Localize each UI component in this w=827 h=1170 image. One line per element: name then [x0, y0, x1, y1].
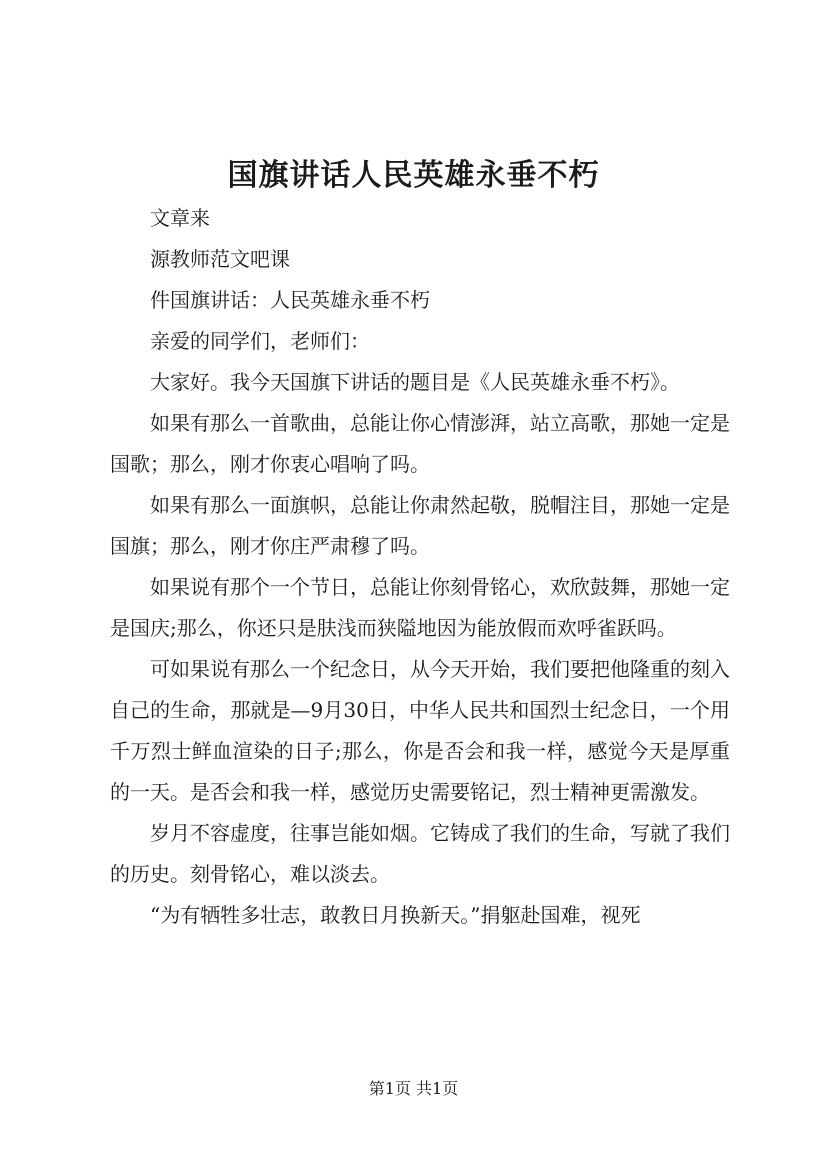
- paragraph: 如果有那么一面旗帜，总能让你肃然起敬，脱帽注目，那她一定是国旗；那么，刚才你庄严肃穆了吗。: [110, 493, 730, 558]
- paragraph: “为有牺牲多壮志，敢教日月换新天。”捐躯赴国难，视死: [150, 903, 641, 927]
- paragraph: 大家好。我今天国旗下讲话的题目是《人民英雄永垂不朽》。: [150, 370, 680, 394]
- paragraph: 源教师范文吧课: [150, 247, 290, 271]
- document-body: [110, 198, 730, 936]
- paragraph: 亲爱的同学们，老师们：: [150, 329, 370, 353]
- document-title: 国旗讲话人民英雄永垂不朽: [227, 158, 600, 193]
- paragraph: 如果说有那个一个节日，总能让你刻骨铭心，欢欣鼓舞，那她一定是国庆;那么，你还只是肤浅而狭隘地因为能放假而欢呼雀跃吗。: [110, 575, 730, 640]
- paragraph: 如果有那么一首歌曲，总能让你心情澎湃，站立高歌，那她一定是国歌；那么，刚才你衷心唱响了吗。: [110, 411, 730, 476]
- page-footer: 第1页 共1页: [368, 1079, 459, 1098]
- paragraph: 岁月不容虚度，往事岂能如烟。它铸成了我们的生命，写就了我们的历史。刻骨铭心，难以淡去。: [110, 821, 730, 886]
- paragraph: 可如果说有那么一个纪念日，从今天开始，我们要把他隆重的刻入自己的生命，那就是—9月30日，中华人民共和国烈士纪念日，一个用千万烈士鲜血渲染的日子;那么，你是否会和我一样，感觉今天是厚重的一天。是否会和我一样，感觉历史需要铭记，烈士精神更需激发。: [110, 657, 730, 804]
- paragraph: 文章来: [150, 206, 210, 230]
- paragraph: 件国旗讲话：人民英雄永垂不朽: [150, 288, 430, 312]
